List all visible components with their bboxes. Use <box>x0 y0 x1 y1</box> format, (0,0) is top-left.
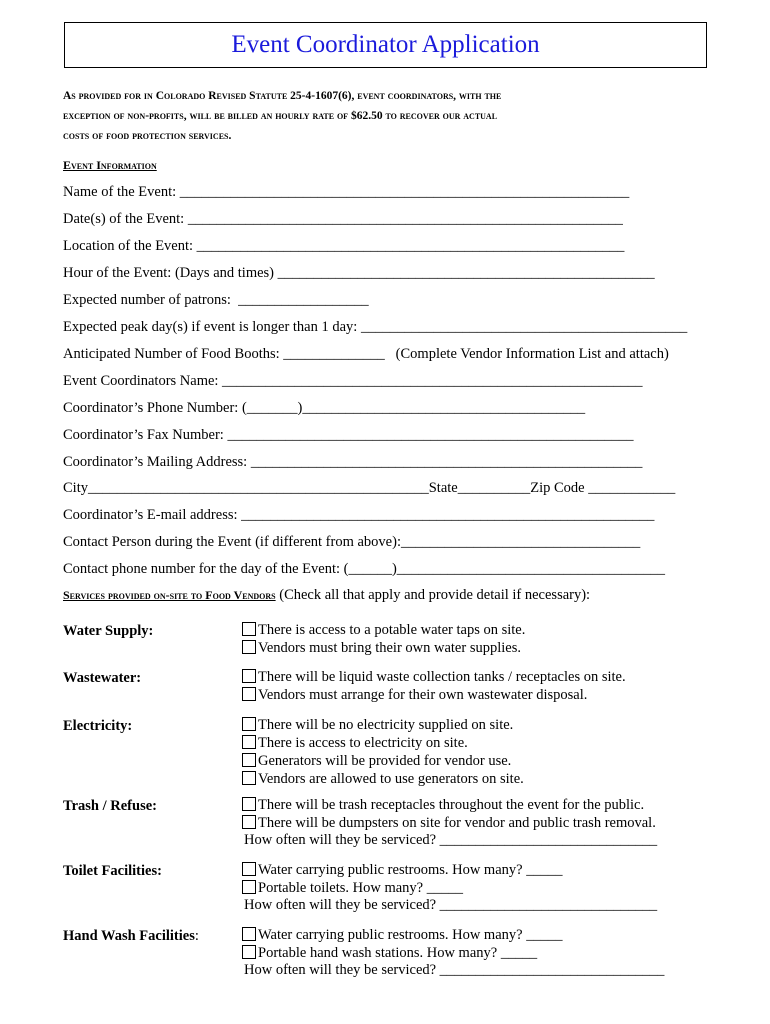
trash-option-1[interactable] <box>242 796 644 814</box>
option-label: Portable toilets. How many? _____ <box>258 880 463 896</box>
toilet-label: Toilet Facilities: <box>63 863 162 879</box>
option-label: Vendors are allowed to use generators on site. <box>258 771 524 787</box>
checkbox[interactable] <box>242 797 256 811</box>
option-label: There will be no electricity supplied on site. <box>258 717 514 733</box>
electricity-option-2[interactable] <box>242 734 468 752</box>
water-supply-label: Water Supply: <box>63 623 154 639</box>
contact-phone-field[interactable]: Contact phone number for the day of the Event: (______)_____________________________________ <box>63 561 666 577</box>
option-label: Generators will be provided for vendor use. <box>258 753 512 769</box>
intro-line: exception of non-profits, will be billed an hourly rate of $62.50 to recover our actual <box>63 110 498 122</box>
services-heading-row <box>63 587 590 604</box>
option-label: There will be trash receptacles throughout the event for the public. <box>258 797 645 813</box>
electricity-option-3[interactable] <box>242 752 511 770</box>
handwash-label-row <box>63 928 199 945</box>
checkbox[interactable] <box>242 753 256 767</box>
title-box <box>64 22 707 68</box>
checkbox[interactable] <box>242 880 256 894</box>
checkbox[interactable] <box>242 717 256 731</box>
option-label: There is access to electricity on site. <box>258 735 468 751</box>
trash-service-frequency-field[interactable]: How often will they be serviced? ______________________________ <box>244 832 658 848</box>
water-option-1[interactable] <box>242 621 525 639</box>
handwash-option-1[interactable] <box>242 926 562 944</box>
event-name-field[interactable]: Name of the Event: ______________________________________________________________ <box>63 184 630 200</box>
coordinator-phone-field[interactable]: Coordinator’s Phone Number: (_______)_______________________________________ <box>63 400 586 416</box>
handwash-option-2[interactable] <box>242 944 537 962</box>
handwash-service-frequency-field[interactable]: How often will they be serviced? _______________________________ <box>244 962 665 978</box>
handwash-colon: : <box>194 928 199 944</box>
electricity-option-4[interactable] <box>242 770 524 788</box>
wastewater-option-2[interactable] <box>242 686 587 704</box>
services-heading: Services provided on-site to Food Vendors <box>63 588 276 602</box>
checkbox[interactable] <box>242 927 256 941</box>
trash-option-2[interactable] <box>242 814 656 832</box>
handwash-label: Hand Wash Facilities <box>63 928 195 944</box>
checkbox[interactable] <box>242 815 256 829</box>
electricity-label: Electricity: <box>63 718 133 734</box>
food-booths-text: Anticipated Number of Food Booths: ______________ (Complete Vendor Information List and attach) <box>63 346 669 362</box>
event-info-heading: Event Information <box>63 158 157 172</box>
checkbox[interactable] <box>242 735 256 749</box>
peak-days-field[interactable]: Expected peak day(s) if event is longer than 1 day: _____________________________________________ <box>63 319 688 335</box>
event-hour-field[interactable]: Hour of the Event: (Days and times) ____________________________________________________ <box>63 265 655 281</box>
toilet-option-1[interactable] <box>242 861 562 879</box>
option-label: Portable hand wash stations. How many? _____ <box>258 945 538 961</box>
patrons-field[interactable]: Expected number of patrons: __________________ <box>63 292 369 308</box>
coordinator-name-field[interactable]: Event Coordinators Name: __________________________________________________________ <box>63 373 643 389</box>
page-title: Event Coordinator Application <box>231 31 540 58</box>
intro-paragraph <box>63 86 713 146</box>
coordinator-email-field[interactable]: Coordinator’s E-mail address: _________________________________________________________ <box>63 507 655 523</box>
option-label: Vendors must bring their own water supplies. <box>258 640 521 656</box>
food-booths-field[interactable] <box>63 346 669 363</box>
services-heading-note: (Check all that apply and provide detail if necessary): <box>275 587 591 603</box>
toilet-option-2[interactable] <box>242 879 463 897</box>
checkbox[interactable] <box>242 862 256 876</box>
option-label: Water carrying public restrooms. How many? _____ <box>258 862 563 878</box>
checkbox[interactable] <box>242 669 256 683</box>
option-label: Vendors must arrange for their own wastewater disposal. <box>258 687 588 703</box>
intro-line: As provided for in Colorado Revised Statute 25-4-1607(6), event coordinators, with the <box>63 90 502 102</box>
toilet-service-frequency-field[interactable]: How often will they be serviced? ______________________________ <box>244 897 658 913</box>
coordinator-mailing-field[interactable]: Coordinator’s Mailing Address: ______________________________________________________ <box>63 454 643 470</box>
option-label: Water carrying public restrooms. How many? _____ <box>258 927 563 943</box>
checkbox[interactable] <box>242 640 256 654</box>
event-location-field[interactable]: Location of the Event: ___________________________________________________________ <box>63 238 625 254</box>
contact-person-field[interactable]: Contact Person during the Event (if different from above):_________________________________ <box>63 534 641 550</box>
electricity-option-1[interactable] <box>242 716 513 734</box>
wastewater-label: Wastewater: <box>63 670 142 686</box>
coordinator-fax-field[interactable]: Coordinator’s Fax Number: ________________________________________________________ <box>63 427 634 443</box>
city-state-zip-field[interactable]: City_______________________________________________State__________Zip Code ____________ <box>63 480 676 496</box>
event-dates-field[interactable]: Date(s) of the Event: ____________________________________________________________ <box>63 211 623 227</box>
intro-line: costs of food protection services. <box>63 130 232 142</box>
checkbox[interactable] <box>242 771 256 785</box>
checkbox[interactable] <box>242 945 256 959</box>
checkbox[interactable] <box>242 687 256 701</box>
water-option-2[interactable] <box>242 639 521 657</box>
trash-label: Trash / Refuse: <box>63 798 157 814</box>
option-label: There will be dumpsters on site for vendor and public trash removal. <box>258 815 656 831</box>
checkbox[interactable] <box>242 622 256 636</box>
option-label: There is access to a potable water taps on site. <box>258 622 526 638</box>
wastewater-option-1[interactable] <box>242 668 626 686</box>
option-label: There will be liquid waste collection tanks / receptacles on site. <box>258 669 626 685</box>
